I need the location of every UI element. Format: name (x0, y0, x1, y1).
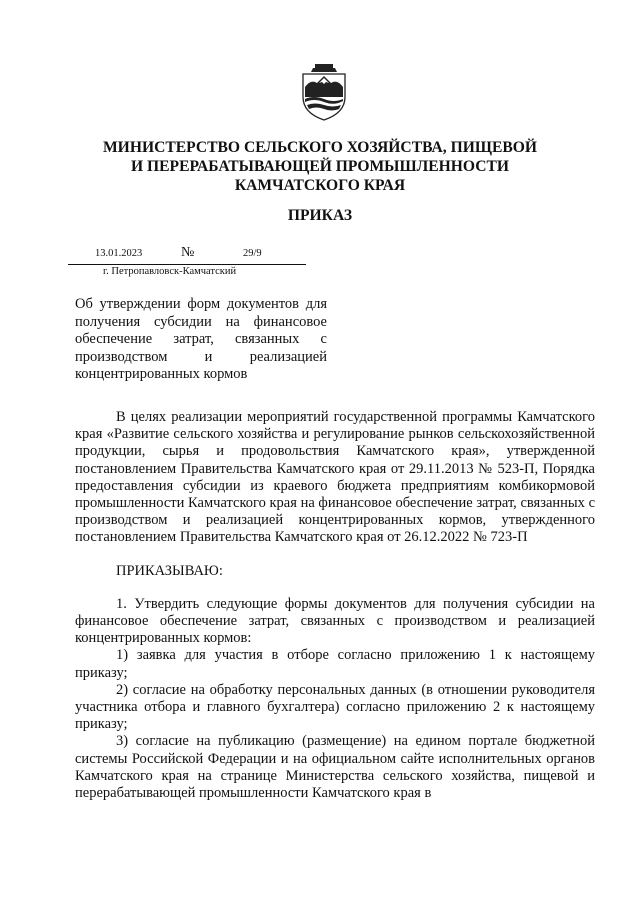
order-number: 29/9 (243, 248, 262, 259)
ministry-line-2: И ПЕРЕРАБАТЫВАЮЩЕЙ ПРОМЫШЛЕННОСТИ (130, 158, 509, 175)
list-item-1: 1) заявка для участия в отборе согласно приложению 1 к настоящему приказу; (75, 647, 595, 681)
clause-1: 1. Утвердить следующие формы документов для получения субсидии на финансовое обеспечение затрат, связанных с производством и реализацией концентрированных кормов: (75, 595, 595, 647)
ministry-line-3: КАМЧАТСКОГО КРАЯ (234, 177, 406, 194)
coat-of-arms-icon (299, 63, 349, 121)
list-item-3: 3) согласие на публикацию (размещение) на едином портале бюджетной системы Российской Федерации и на официальном сайте исполнительных органов Камчатского края на странице Министерства сельского хозяйства, пищевой и перерабатывающей промышленности Камчатского края в (75, 733, 595, 802)
ministry-name (60, 138, 580, 195)
order-word: ПРИКАЗЫВАЮ: (116, 562, 223, 579)
order-date: 13.01.2023 (95, 248, 143, 259)
document-type-title: ПРИКАЗ (287, 207, 353, 224)
order-subject: Об утверждении форм документов для получения субсидии на финансовое обеспечение затрат, связанных с производством и реализацией концентрированных кормов (75, 296, 327, 382)
preamble-paragraph: В целях реализации мероприятий государственной программы Камчатского края «Развитие сельского хозяйства и регулирование рынков сельскохозяйственной продукции, сырья и продовольствия Камчатского края», утвержденной постановлением Правительства Камчатского края от 29.11.2013 № 523-П, Порядка предоставления субсидии из краевого бюджета предприятиям комбикормовой промышленности Камчатского края на финансовое обеспечение затрат, связанных с производством и реализацией концентрированных кормов, утвержденного постановлением Правительства Камчатского края от 26.12.2022 № 723-П (75, 409, 595, 546)
date-number-underline (68, 264, 306, 265)
list-item-2: 2) согласие на обработку персональных данных (в отношении руководителя участника отбора и главного бухгалтера) согласно приложению 2 к настоящему приказу; (75, 681, 595, 733)
ministry-line-1: МИНИСТЕРСТВО СЕЛЬСКОГО ХОЗЯЙСТВА, ПИЩЕВОЙ (102, 139, 538, 156)
issue-city: г. Петропавловск-Камчатский (103, 266, 237, 277)
order-body (75, 409, 595, 802)
number-sign: № (181, 245, 195, 260)
